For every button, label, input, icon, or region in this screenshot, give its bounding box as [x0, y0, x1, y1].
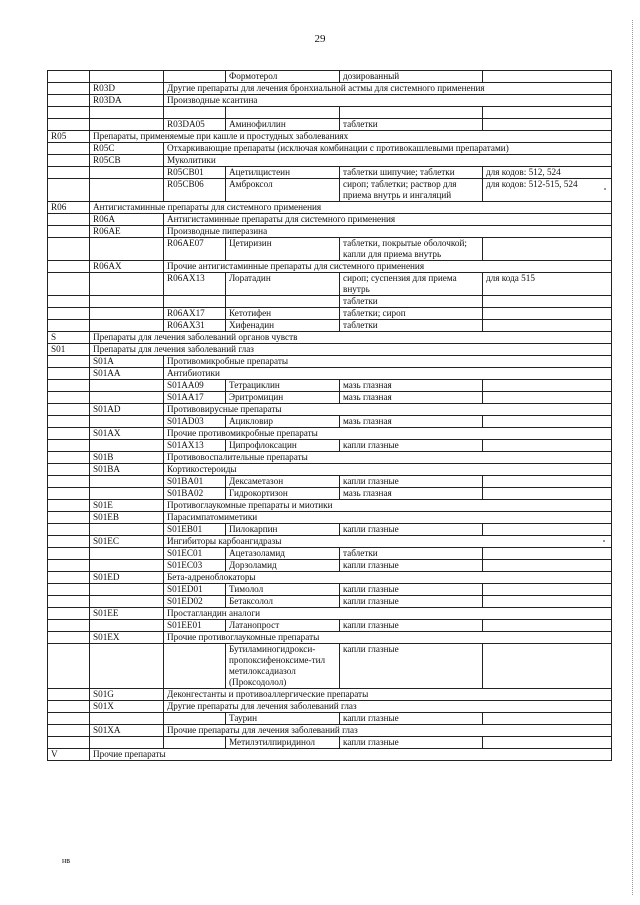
- atc-level1-cell: [48, 632, 90, 644]
- atc-level1-cell: [48, 392, 90, 404]
- note-cell: [483, 107, 612, 119]
- table-row: [48, 119, 612, 131]
- drug-name-cell: Эритромицин: [226, 392, 340, 404]
- atc-level1-cell: [48, 689, 90, 701]
- table-row: [48, 596, 612, 608]
- atc-level2-cell: S01EX: [90, 632, 164, 644]
- note-cell: [483, 392, 612, 404]
- table-row: [48, 273, 612, 296]
- atc-level2-cell: [90, 584, 164, 596]
- atc-level2-cell: S01EE: [90, 608, 164, 620]
- dosage-form-cell: таблетки шипучие; таблетки: [340, 167, 483, 179]
- dosage-form-cell: капли глазные: [340, 620, 483, 632]
- atc-level1-cell: [48, 273, 90, 296]
- table-row: [48, 608, 612, 620]
- atc-code-cell: S01ED01: [164, 584, 226, 596]
- table-row: [48, 713, 612, 725]
- atc-code-cell: S01BA02: [164, 488, 226, 500]
- table-row: [48, 261, 612, 273]
- group-title-cell: Прочие препараты: [90, 749, 612, 761]
- atc-code-cell: S01EC01: [164, 548, 226, 560]
- table-row: [48, 632, 612, 644]
- atc-level2-cell: R05C: [90, 143, 164, 155]
- atc-code-cell: R06AX13: [164, 273, 226, 296]
- atc-level2-cell: [90, 380, 164, 392]
- atc-level1-cell: [48, 608, 90, 620]
- atc-level2-cell: S01A: [90, 356, 164, 368]
- atc-level1-cell: [48, 701, 90, 713]
- drug-name-cell: Хифенадин: [226, 320, 340, 332]
- atc-level2-cell: R06A: [90, 214, 164, 226]
- subgroup-title-cell: Прочие антигистаминные препараты для системного применения: [164, 261, 612, 273]
- atc-level2-cell: S01AA: [90, 368, 164, 380]
- atc-level2-cell: [90, 596, 164, 608]
- drug-name-cell: Цетиризин: [226, 238, 340, 261]
- drug-name-cell: Бутиламиногидрокси-пропоксифеноксиме-тил метилоксадиазол (Проксодолол): [226, 644, 340, 689]
- drug-name-cell: Ацетилцистеин: [226, 167, 340, 179]
- atc-level2-cell: [90, 644, 164, 689]
- group-title-cell: Препараты для лечения заболеваний глаз: [90, 344, 612, 356]
- drug-name-cell: Бетаксолол: [226, 596, 340, 608]
- table-row: [48, 226, 612, 238]
- atc-level2-cell: S01G: [90, 689, 164, 701]
- atc-level2-cell: [90, 416, 164, 428]
- atc-level1-cell: [48, 713, 90, 725]
- table-row: [48, 620, 612, 632]
- table-row: [48, 392, 612, 404]
- table-row: [48, 572, 612, 584]
- atc-level1-cell: S: [48, 332, 90, 344]
- table-row: [48, 644, 612, 689]
- dosage-form-cell: таблетки; сироп: [340, 308, 483, 320]
- drug-name-cell: Гидрокортизон: [226, 488, 340, 500]
- medication-table: [47, 70, 612, 761]
- atc-level1-cell: [48, 572, 90, 584]
- atc-level2-cell: R03DA: [90, 95, 164, 107]
- dosage-form-cell: мазь глазная: [340, 392, 483, 404]
- table-row: [48, 214, 612, 226]
- drug-name-cell: Ацетазоламид: [226, 548, 340, 560]
- atc-level2-cell: [90, 548, 164, 560]
- atc-code-cell: R06AX17: [164, 308, 226, 320]
- atc-level2-cell: [90, 296, 164, 308]
- atc-code-cell: S01EE01: [164, 620, 226, 632]
- scan-edge-line: [632, 20, 634, 895]
- atc-level1-cell: [48, 548, 90, 560]
- table-row: [48, 548, 612, 560]
- atc-code-cell: R05CB06: [164, 179, 226, 202]
- table-row: [48, 155, 612, 167]
- atc-level1-cell: [48, 737, 90, 749]
- atc-code-cell: R06AE07: [164, 238, 226, 261]
- note-cell: [483, 119, 612, 131]
- table-row: [48, 308, 612, 320]
- table-row: [48, 488, 612, 500]
- note-cell: [483, 524, 612, 536]
- atc-level1-cell: R06: [48, 202, 90, 214]
- atc-level2-cell: [90, 440, 164, 452]
- dosage-form-cell: [340, 107, 483, 119]
- atc-level1-cell: [48, 320, 90, 332]
- atc-level1-cell: [48, 368, 90, 380]
- atc-level2-cell: S01ED: [90, 572, 164, 584]
- table-row: [48, 179, 612, 202]
- atc-level1-cell: V: [48, 749, 90, 761]
- atc-level2-cell: S01EC: [90, 536, 164, 548]
- drug-name-cell: Тетрациклин: [226, 380, 340, 392]
- subgroup-title-cell: Другие препараты для лечения бронхиальной астмы для системного применения: [164, 83, 612, 95]
- atc-level2-cell: [90, 320, 164, 332]
- subgroup-title-cell: Парасимпатомиметики: [164, 512, 612, 524]
- note-cell: [483, 620, 612, 632]
- note-cell: [483, 584, 612, 596]
- atc-code-cell: R06AX31: [164, 320, 226, 332]
- note-cell: [483, 476, 612, 488]
- table-row: [48, 356, 612, 368]
- table-row: [48, 416, 612, 428]
- table-row: [48, 689, 612, 701]
- atc-level2-cell: S01AD: [90, 404, 164, 416]
- note-cell: [483, 713, 612, 725]
- drug-name-cell: Ацикловир: [226, 416, 340, 428]
- table-row: [48, 701, 612, 713]
- table-row: [48, 202, 612, 214]
- drug-name-cell: Метилэтилпиридинол: [226, 737, 340, 749]
- dosage-form-cell: капли глазные: [340, 440, 483, 452]
- atc-level1-cell: [48, 226, 90, 238]
- atc-level2-cell: [90, 119, 164, 131]
- dosage-form-cell: дозированный: [340, 71, 483, 83]
- note-cell: [483, 596, 612, 608]
- atc-level2-cell: [90, 273, 164, 296]
- atc-level1-cell: [48, 488, 90, 500]
- atc-level1-cell: [48, 620, 90, 632]
- atc-level1-cell: [48, 536, 90, 548]
- table-row: [48, 725, 612, 737]
- atc-code-cell: S01EC03: [164, 560, 226, 572]
- dosage-form-cell: мазь глазная: [340, 380, 483, 392]
- atc-level1-cell: [48, 155, 90, 167]
- atc-level2-cell: R06AX: [90, 261, 164, 273]
- atc-level1-cell: R05: [48, 131, 90, 143]
- atc-level1-cell: [48, 95, 90, 107]
- table-row: [48, 500, 612, 512]
- drug-name-cell: Формотерол: [226, 71, 340, 83]
- note-cell: [483, 380, 612, 392]
- atc-level1-cell: [48, 107, 90, 119]
- atc-level1-cell: [48, 512, 90, 524]
- atc-code-cell: S01AA09: [164, 380, 226, 392]
- dosage-form-cell: сироп; суспензия для приема внутрь: [340, 273, 483, 296]
- atc-code-cell: [164, 644, 226, 689]
- atc-level1-cell: S01: [48, 344, 90, 356]
- atc-level2-cell: [90, 71, 164, 83]
- subgroup-title-cell: Антибиотики: [164, 368, 612, 380]
- atc-level1-cell: [48, 71, 90, 83]
- atc-code-cell: [164, 296, 226, 308]
- atc-level1-cell: [48, 725, 90, 737]
- footer-mark: нв: [62, 856, 71, 865]
- atc-level1-cell: [48, 296, 90, 308]
- table-row: [48, 238, 612, 261]
- atc-code-cell: S01BA01: [164, 476, 226, 488]
- atc-level1-cell: [48, 416, 90, 428]
- note-cell: [483, 737, 612, 749]
- note-cell: [483, 560, 612, 572]
- table-row: [48, 440, 612, 452]
- atc-code-cell: S01AX13: [164, 440, 226, 452]
- atc-level2-cell: R03D: [90, 83, 164, 95]
- table-row: [48, 560, 612, 572]
- page-number: 29: [314, 33, 326, 45]
- atc-code-cell: S01AD03: [164, 416, 226, 428]
- atc-level2-cell: [90, 179, 164, 202]
- subgroup-title-cell: Производные ксантина: [164, 95, 612, 107]
- atc-level1-cell: [48, 584, 90, 596]
- subgroup-title-cell: Другие препараты для лечения заболеваний глаз: [164, 701, 612, 713]
- dosage-form-cell: сироп; таблетки; раствор для приема внутрь и ингаляций: [340, 179, 483, 202]
- atc-level1-cell: [48, 308, 90, 320]
- atc-level2-cell: S01EB: [90, 512, 164, 524]
- drug-name-cell: Таурин: [226, 713, 340, 725]
- atc-level2-cell: [90, 737, 164, 749]
- drug-name-cell: [226, 296, 340, 308]
- table-row: [48, 737, 612, 749]
- atc-level1-cell: [48, 261, 90, 273]
- note-cell: [483, 71, 612, 83]
- atc-level2-cell: S01E: [90, 500, 164, 512]
- drug-name-cell: Аминофиллин: [226, 119, 340, 131]
- note-cell: [483, 416, 612, 428]
- drug-name-cell: Дексаметазон: [226, 476, 340, 488]
- table-row: [48, 749, 612, 761]
- atc-level1-cell: [48, 476, 90, 488]
- atc-level1-cell: [48, 83, 90, 95]
- atc-code-cell: [164, 107, 226, 119]
- atc-level2-cell: [90, 524, 164, 536]
- atc-level1-cell: [48, 143, 90, 155]
- atc-level1-cell: [48, 596, 90, 608]
- atc-level2-cell: [90, 308, 164, 320]
- table-row: [48, 452, 612, 464]
- table-row: [48, 428, 612, 440]
- table-row: [48, 476, 612, 488]
- dosage-form-cell: таблетки: [340, 119, 483, 131]
- atc-level1-cell: [48, 238, 90, 261]
- drug-name-cell: Кетотифен: [226, 308, 340, 320]
- table-row: [48, 344, 612, 356]
- medication-table-body: [48, 71, 612, 761]
- note-cell: [483, 548, 612, 560]
- table-row: [48, 71, 612, 83]
- note-cell: [483, 440, 612, 452]
- atc-level2-cell: [90, 238, 164, 261]
- note-cell: для кода 515: [483, 273, 612, 296]
- dosage-form-cell: капли глазные: [340, 596, 483, 608]
- subgroup-title-cell: Производные пиперазина: [164, 226, 612, 238]
- dosage-form-cell: капли глазные: [340, 476, 483, 488]
- atc-level2-cell: S01B: [90, 452, 164, 464]
- atc-level2-cell: S01BA: [90, 464, 164, 476]
- table-row: [48, 368, 612, 380]
- group-title-cell: Препараты для лечения заболеваний органов чувств: [90, 332, 612, 344]
- drug-name-cell: Лоратадин: [226, 273, 340, 296]
- subgroup-title-cell: Прочие противоглаукомные препараты: [164, 632, 612, 644]
- atc-level2-cell: [90, 488, 164, 500]
- table-row: [48, 143, 612, 155]
- table-row: [48, 167, 612, 179]
- drug-name-cell: Пилокарпин: [226, 524, 340, 536]
- atc-code-cell: [164, 71, 226, 83]
- subgroup-title-cell: Прочие препараты для лечения заболеваний глаз: [164, 725, 612, 737]
- subgroup-title-cell: Деконгестанты и противоаллергические препараты: [164, 689, 612, 701]
- drug-name-cell: Латанопрост: [226, 620, 340, 632]
- drug-name-cell: Амброксол: [226, 179, 340, 202]
- subgroup-title-cell: Противовоспалительные препараты: [164, 452, 612, 464]
- atc-level1-cell: [48, 380, 90, 392]
- subgroup-title-cell: Противоглаукомные препараты и миотики: [164, 500, 612, 512]
- table-row: [48, 296, 612, 308]
- subgroup-title-cell: Антигистаминные препараты для системного применения: [164, 214, 612, 226]
- subgroup-title-cell: Противомикробные препараты: [164, 356, 612, 368]
- note-cell: для кодов: 512-515, 524: [483, 179, 612, 202]
- atc-level1-cell: [48, 524, 90, 536]
- subgroup-title-cell: Отхаркивающие препараты (исключая комбинации с противокашлевыми препаратами): [164, 143, 612, 155]
- subgroup-title-cell: Прочие противомикробные препараты: [164, 428, 612, 440]
- atc-level1-cell: [48, 560, 90, 572]
- dosage-form-cell: капли глазные: [340, 524, 483, 536]
- atc-level1-cell: [48, 167, 90, 179]
- dosage-form-cell: мазь глазная: [340, 416, 483, 428]
- subgroup-title-cell: Муколитики: [164, 155, 612, 167]
- table-row: [48, 83, 612, 95]
- dosage-form-cell: таблетки, покрытые оболочкой; капли для приема внутрь: [340, 238, 483, 261]
- atc-level2-cell: [90, 620, 164, 632]
- dosage-form-cell: таблетки: [340, 296, 483, 308]
- atc-level2-cell: R06AE: [90, 226, 164, 238]
- drug-name-cell: [226, 107, 340, 119]
- atc-code-cell: [164, 737, 226, 749]
- subgroup-title-cell: Противовирусные препараты: [164, 404, 612, 416]
- atc-level2-cell: [90, 107, 164, 119]
- atc-level2-cell: S01AX: [90, 428, 164, 440]
- atc-code-cell: S01ED02: [164, 596, 226, 608]
- note-cell: [483, 488, 612, 500]
- atc-level1-cell: [48, 440, 90, 452]
- atc-level2-cell: R05CB: [90, 155, 164, 167]
- table-row: [48, 107, 612, 119]
- atc-code-cell: R03DA05: [164, 119, 226, 131]
- table-row: [48, 95, 612, 107]
- atc-level2-cell: [90, 476, 164, 488]
- atc-level1-cell: [48, 500, 90, 512]
- drug-name-cell: Дорзоламид: [226, 560, 340, 572]
- subgroup-title-cell: Кортикостероиды: [164, 464, 612, 476]
- atc-level1-cell: [48, 428, 90, 440]
- group-title-cell: Препараты, применяемые при кашле и простудных заболеваниях: [90, 131, 612, 143]
- table-row: [48, 320, 612, 332]
- table-row: [48, 332, 612, 344]
- note-cell: [483, 296, 612, 308]
- drug-name-cell: Тимолол: [226, 584, 340, 596]
- dosage-form-cell: капли глазные: [340, 560, 483, 572]
- note-cell: [483, 308, 612, 320]
- subgroup-title-cell: Бета-адреноблокаторы: [164, 572, 612, 584]
- atc-level1-cell: [48, 119, 90, 131]
- atc-level2-cell: [90, 167, 164, 179]
- atc-level1-cell: [48, 464, 90, 476]
- note-cell: [483, 238, 612, 261]
- atc-code-cell: S01AA17: [164, 392, 226, 404]
- dosage-form-cell: таблетки: [340, 548, 483, 560]
- drug-name-cell: Ципрофлоксацин: [226, 440, 340, 452]
- table-row: [48, 404, 612, 416]
- atc-code-cell: [164, 713, 226, 725]
- dosage-form-cell: капли глазные: [340, 713, 483, 725]
- table-row: [48, 131, 612, 143]
- note-cell: [483, 320, 612, 332]
- dosage-form-cell: таблетки: [340, 320, 483, 332]
- atc-code-cell: R05CB01: [164, 167, 226, 179]
- atc-level1-cell: [48, 404, 90, 416]
- table-row: [48, 584, 612, 596]
- subgroup-title-cell: Простагландин аналоги: [164, 608, 612, 620]
- atc-level2-cell: [90, 713, 164, 725]
- atc-level2-cell: [90, 392, 164, 404]
- table-row: [48, 464, 612, 476]
- atc-level2-cell: S01X: [90, 701, 164, 713]
- table-row: [48, 380, 612, 392]
- subgroup-title-cell: Ингибиторы карбоангидразы: [164, 536, 612, 548]
- dosage-form-cell: мазь глазная: [340, 488, 483, 500]
- atc-level2-cell: [90, 560, 164, 572]
- atc-level1-cell: [48, 356, 90, 368]
- group-title-cell: Антигистаминные препараты для системного применения: [90, 202, 612, 214]
- dosage-form-cell: капли глазные: [340, 644, 483, 689]
- table-row: [48, 524, 612, 536]
- atc-code-cell: S01EB01: [164, 524, 226, 536]
- note-cell: для кодов: 512, 524: [483, 167, 612, 179]
- dosage-form-cell: капли глазные: [340, 584, 483, 596]
- note-cell: [483, 644, 612, 689]
- atc-level1-cell: [48, 179, 90, 202]
- dosage-form-cell: капли глазные: [340, 737, 483, 749]
- table-row: [48, 536, 612, 548]
- atc-level2-cell: S01XA: [90, 725, 164, 737]
- atc-level1-cell: [48, 452, 90, 464]
- atc-level1-cell: [48, 644, 90, 689]
- table-row: [48, 512, 612, 524]
- atc-level1-cell: [48, 214, 90, 226]
